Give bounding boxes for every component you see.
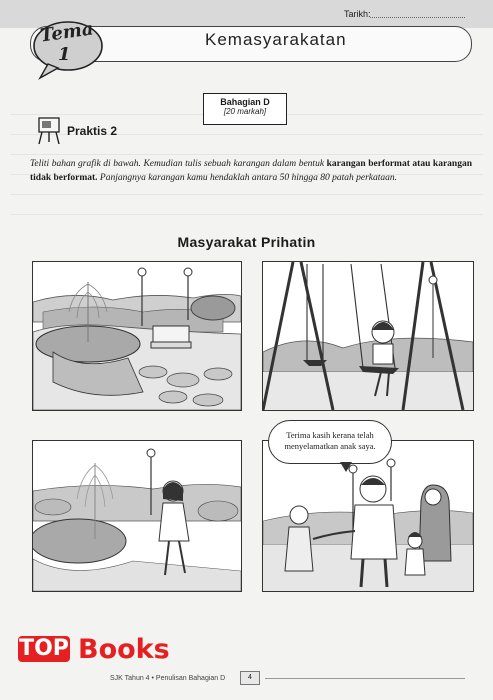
- instructions: [30, 158, 472, 185]
- section-box: [203, 93, 287, 125]
- speech-bubble-tail: [340, 462, 352, 472]
- section-marks: [20 markah]: [223, 107, 267, 116]
- footer-book-title: SJK Tahun 4 • Penulisan Bahagian D: [110, 675, 226, 682]
- section-label: Bahagian D: [220, 97, 270, 107]
- speech-bubble: Terima kasih kerana telah menyelamatkan anak saya.: [268, 420, 392, 464]
- page-number: 4: [240, 671, 260, 685]
- date-label: Tarikh:: [344, 9, 371, 19]
- girl-on-swing-illustration: [263, 262, 473, 410]
- picture-panel-girl-swing: [262, 261, 474, 411]
- girl-walking-illustration: [33, 441, 241, 591]
- picture-panel-park-fountain: [32, 261, 242, 411]
- park-fountain-illustration: [33, 262, 241, 410]
- theme-number: 1: [58, 44, 71, 65]
- picture-panel-girl-walking: [32, 440, 242, 592]
- instructions-part2: Panjangnya karangan kamu hendaklah antara 50 hingga 80 patah perkataan.: [97, 172, 398, 183]
- watermark-top-text: TOP: [19, 636, 69, 661]
- footer-rule: [265, 678, 465, 679]
- exercise-title: Praktis 2: [67, 124, 118, 138]
- instructions-part1: Teliti bahan grafik di bawah. Kemudian tulis sebuah karangan dalam bentuk: [30, 159, 327, 169]
- instructions-bold: karangan berformat atau karangan tidak berformat.: [30, 159, 472, 183]
- watermark-books-text: Books: [78, 634, 170, 665]
- scene-title: Masyarakat Prihatin: [177, 234, 316, 250]
- date-field-line: [370, 17, 465, 18]
- theme-word: Tema: [38, 18, 95, 47]
- easel-icon: [36, 115, 62, 145]
- page-title: Kemasyarakatan: [205, 30, 347, 49]
